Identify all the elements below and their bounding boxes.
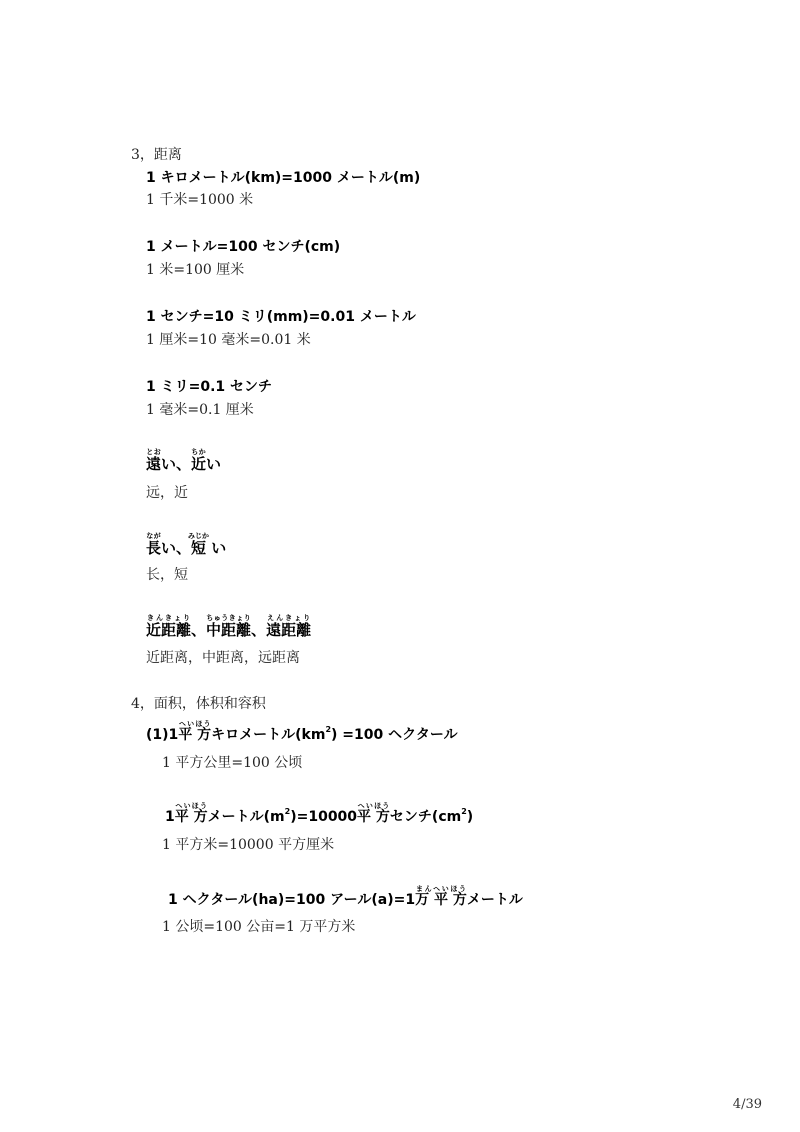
section-4-heading: 4，面积，体积和容积 [131,696,266,712]
m-jp-line: 1 メートル=100 センチ(cm) [146,239,341,255]
page-number: 4/39 [732,1097,762,1112]
mm-jp-line: 1 ミリ=0.1 センチ [146,379,273,395]
long-short-jp: 長ながい、短みじか い [146,532,227,557]
area3-jp: 1 ヘクタール(ha)=100 アール(a)=1万 平 方まんへいほうメートル [168,885,523,908]
mm-zh-line: 1 毫米=0.1 厘米 [146,402,254,418]
cm-zh-line: 1 厘米=10 毫米=0.01 米 [146,332,311,348]
km-zh-line: 1 千米=1000 米 [146,192,254,208]
m-zh-line: 1 米=100 厘米 [146,262,245,278]
far-near-zh: 远，近 [146,485,188,501]
area1-zh: 1 平方公里=100 公顷 [162,755,303,771]
area1-jp: (1)1平 方へいほうキロメートル$(km^2) =100$ ヘクタール [146,720,458,743]
area2-zh: 1 平方米=10000 平方厘米 [162,837,335,853]
section-3-heading: 3，距离 [131,147,182,163]
long-short-zh: 长，短 [146,567,188,583]
cm-jp-line: 1 センチ=10 ミリ(mm)=0.01 メートル [146,309,416,325]
area2-jp: 1平 方へいほうメートル$(m^2)=10000$平 方へいほうセンチ$(cm^2)$ [165,802,474,825]
area3-zh: 1 公顷=100 公亩=1 万平方米 [162,919,356,935]
distance-terms-jp: 近距離きんきょり、中距離ちゅうきょり、遠距離えんきょり [146,614,312,639]
km-jp-line: 1 キロメートル(km)=1000 メートル(m) [146,170,421,186]
far-near-jp: 遠とおい、近ちかい [146,448,222,473]
distance-terms-zh: 近距离，中距离，远距离 [146,650,300,666]
